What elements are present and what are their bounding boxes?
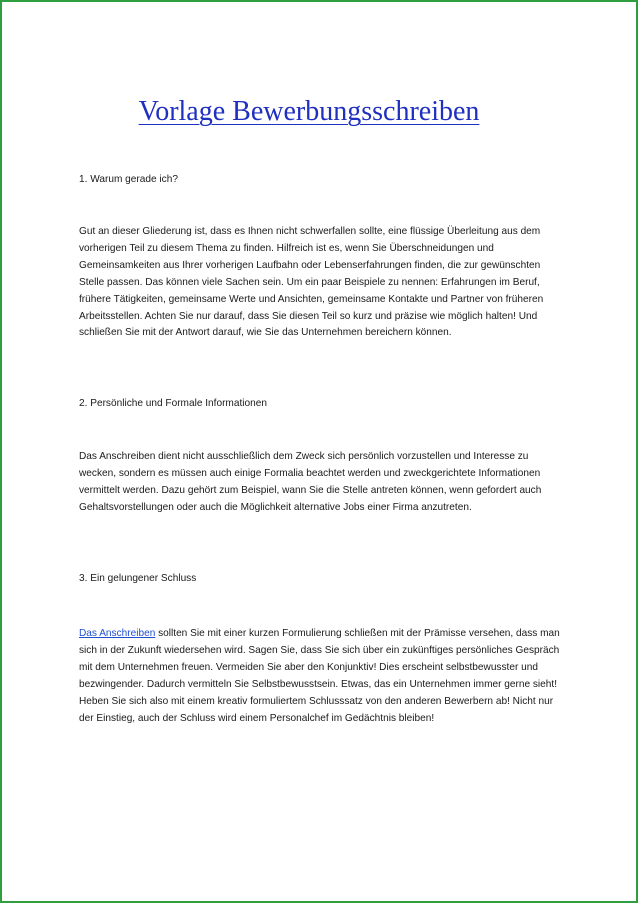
document-title-link[interactable]: Vorlage Bewerbungsschreiben: [138, 96, 480, 127]
paragraph-text: Gut an dieser Gliederung ist, dass es Ihnen nicht schwerfallen sollte, eine flüssige Überleitung aus dem vorherigen Teil zu diesem Thema zu finden. Hilfreich ist es, wenn Sie Überschneidungen und Gemeinsamkeiten aus Ihrer vorherigen Laufbahn oder Lebenserfahrungen finden, die zur gewünschten Stelle passen. Das können viele Sachen sein. Um ein paar Beispiele zu nennen: Erfahrungen im Beruf, frühere Tätigkeiten, gemeinsame Werte und Ansichten, gemeinsame Kontakte und Partner von früheren Arbeitsstellen. Achten Sie nur darauf, dass Sie diesen Teil so kurz und präzise wie möglich halten! Und schließen Sie mit der Antwort darauf, wie Sie das Unternehmen bereichern können.: [79, 226, 544, 339]
paragraph-with-link: [79, 626, 566, 727]
section-body-closing: [79, 626, 566, 727]
section-heading-personal-info: 2. Persönliche und Formale Informationen: [79, 398, 267, 409]
paragraph-text: Das Anschreiben dient nicht ausschließlich dem Zweck sich persönlich vorzustellen und Interesse zu wecken, sondern es müssen auch einige Formalia beachtet werden und zweckgerichtete Informationen vermittelt werden. Dazu gehört zum Beispiel, wann Sie die Stelle antreten können, wenn gefordert auch Gehaltsvorstellungen oder auch die Möglichkeit alternative Jobs einer Firma anzutreten.: [79, 451, 542, 513]
paragraph-text: sollten Sie mit einer kurzen Formulierung schließen mit der Prämisse versehen, dass man sich in der Zukunft wiedersehen wird. Sagen Sie, dass Sie sich über ein zukünftiges persönliches Gespräch mit dem Unternehmen freuen. Vermeiden Sie aber den Konjunktiv! Dies erscheint selbstbewusster und bezwingender. Dadurch vermitteln Sie Selbstbewusstsein. Etwas, das ein Unternehmen immer gerne sieht! Heben Sie sich also mit einem kreativ formuliertem Schlusssatz von den anderen Bewerbern ab! Nicht nur der Einstieg, auch der Schluss wird einem Personalchef im Gedächtnis bleiben!: [79, 628, 560, 724]
section-body-why-me: [79, 224, 566, 342]
section-heading-why-me: 1. Warum gerade ich?: [79, 174, 178, 185]
section-body-personal-info: [79, 449, 566, 517]
section-heading-closing: 3. Ein gelungener Schluss: [79, 573, 197, 584]
anschreiben-link[interactable]: Das Anschreiben: [79, 628, 156, 639]
